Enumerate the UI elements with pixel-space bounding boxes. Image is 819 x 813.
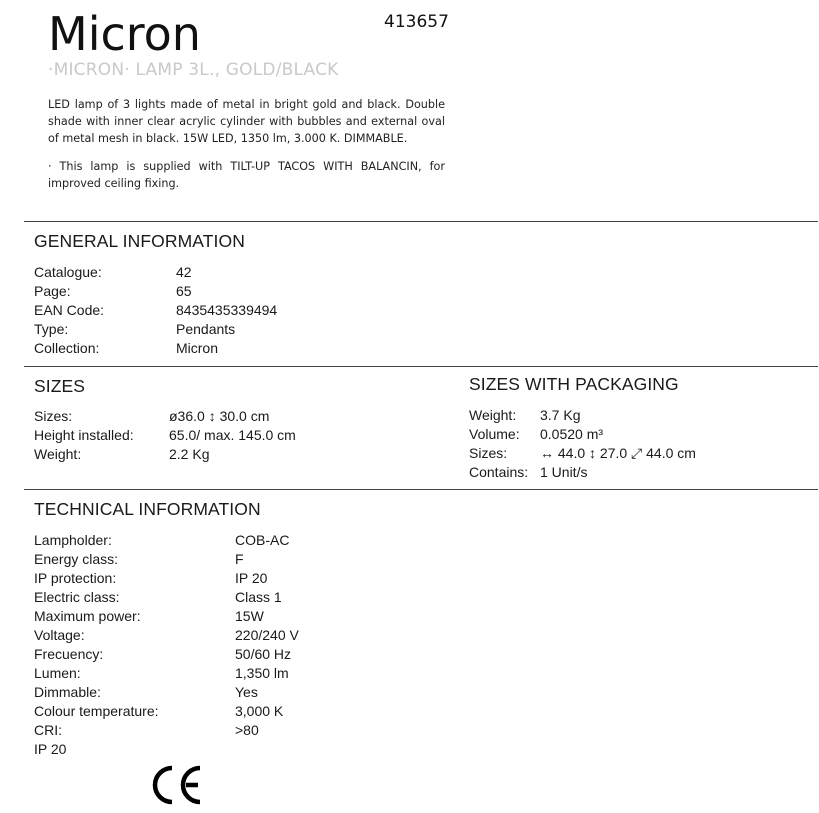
info-row bbox=[34, 339, 277, 358]
info-value: Class 1 bbox=[235, 589, 282, 605]
info-label: Height installed: bbox=[34, 427, 134, 443]
product-subtitle: ·MICRON· LAMP 3L., GOLD/BLACK bbox=[48, 60, 339, 80]
section-title: GENERAL INFORMATION bbox=[34, 231, 245, 251]
ce-mark-icon bbox=[150, 764, 204, 810]
info-row bbox=[34, 721, 299, 740]
info-label: Lumen: bbox=[34, 665, 81, 681]
sizes-list bbox=[34, 407, 296, 464]
info-row bbox=[34, 531, 299, 550]
section-title: TECHNICAL INFORMATION bbox=[34, 499, 261, 519]
info-row bbox=[34, 702, 299, 721]
info-label: Weight: bbox=[469, 407, 517, 423]
info-value: 3.7 Kg bbox=[540, 407, 581, 423]
info-label: Sizes: bbox=[34, 408, 73, 424]
info-label: Energy class: bbox=[34, 551, 119, 567]
general-info-list bbox=[34, 263, 277, 358]
info-label: Electric class: bbox=[34, 589, 120, 605]
info-row bbox=[34, 320, 277, 339]
technical-list bbox=[34, 531, 299, 759]
info-row bbox=[34, 282, 277, 301]
info-label: Page: bbox=[34, 283, 71, 299]
info-value: Yes bbox=[235, 684, 258, 700]
info-row bbox=[34, 445, 296, 464]
info-label: Lampholder: bbox=[34, 532, 112, 548]
ce-mark-icon bbox=[150, 764, 204, 806]
info-row bbox=[34, 569, 299, 588]
packaging-list bbox=[469, 406, 696, 482]
info-row bbox=[34, 683, 299, 702]
info-value: 50/60 Hz bbox=[235, 646, 292, 662]
info-label: EAN Code: bbox=[34, 302, 105, 318]
info-label: Maximum power: bbox=[34, 608, 141, 624]
info-label: Catalogue: bbox=[34, 264, 102, 280]
info-row bbox=[469, 425, 696, 444]
ip-rating-note: IP 20 bbox=[34, 741, 67, 757]
product-reference: 413657 bbox=[384, 12, 449, 32]
info-value: IP 20 bbox=[235, 570, 268, 586]
product-description: LED lamp of 3 lights made of metal in bright gold and black. Double shade with inner clear acrylic cylinder with bubbles and external oval of metal mesh in black. 15W LED, 1350 lm, 3.000 K. DIMMABLE. bbox=[48, 98, 445, 145]
info-value: 2.2 Kg bbox=[169, 446, 210, 462]
info-label: Type: bbox=[34, 321, 69, 337]
info-row bbox=[469, 444, 696, 463]
info-row bbox=[34, 550, 299, 569]
info-label: Frecuency: bbox=[34, 646, 104, 662]
info-row bbox=[34, 263, 277, 282]
info-row bbox=[34, 645, 299, 664]
info-row bbox=[34, 626, 299, 645]
info-value: 3,000 K bbox=[235, 703, 284, 719]
section-title: SIZES bbox=[34, 376, 86, 396]
info-row bbox=[34, 407, 296, 426]
section-title: SIZES WITH PACKAGING bbox=[469, 374, 679, 394]
info-label: CRI: bbox=[34, 722, 62, 738]
info-value: >80 bbox=[235, 722, 259, 738]
product-note: · This lamp is supplied with TILT-UP TACOS WITH BALANCIN, for improved ceiling fixing. bbox=[48, 160, 445, 190]
info-value: Pendants bbox=[176, 321, 236, 337]
info-value: ø36.0 ↕ 30.0 cm bbox=[169, 408, 270, 424]
info-label: Weight: bbox=[34, 446, 82, 462]
info-label: Colour temperature: bbox=[34, 703, 159, 719]
info-label: Volume: bbox=[469, 426, 520, 442]
divider bbox=[24, 489, 818, 490]
info-value: COB-AC bbox=[235, 532, 290, 548]
info-value: 42 bbox=[176, 264, 192, 280]
info-label: Contains: bbox=[469, 464, 529, 480]
info-value: 65 bbox=[176, 283, 192, 299]
info-label: Collection: bbox=[34, 340, 100, 356]
info-value: F bbox=[235, 551, 244, 567]
info-label: Voltage: bbox=[34, 627, 85, 643]
info-value: ↔ 44.0 ↕ 27.0 ⤢ 44.0 cm bbox=[540, 445, 696, 461]
info-value: 15W bbox=[235, 608, 264, 624]
info-label: IP protection: bbox=[34, 570, 117, 586]
info-row bbox=[469, 406, 696, 425]
product-title: Micron bbox=[48, 7, 201, 61]
info-row bbox=[34, 588, 299, 607]
info-row bbox=[34, 607, 299, 626]
info-value: Micron bbox=[176, 340, 219, 356]
info-value: 220/240 V bbox=[235, 627, 299, 643]
info-row bbox=[34, 426, 296, 445]
info-row bbox=[34, 740, 299, 759]
info-label: Dimmable: bbox=[34, 684, 101, 700]
info-value: 8435435339494 bbox=[176, 302, 278, 318]
info-value: 65.0/ max. 145.0 cm bbox=[169, 427, 296, 443]
info-row bbox=[34, 301, 277, 320]
info-value: 0.0520 m³ bbox=[540, 426, 604, 442]
info-row bbox=[469, 463, 696, 482]
info-label: Sizes: bbox=[469, 445, 508, 461]
divider bbox=[24, 221, 818, 222]
info-row bbox=[34, 664, 299, 683]
info-value: 1,350 lm bbox=[235, 665, 289, 681]
info-value: 1 Unit/s bbox=[540, 464, 588, 480]
divider bbox=[24, 366, 818, 367]
